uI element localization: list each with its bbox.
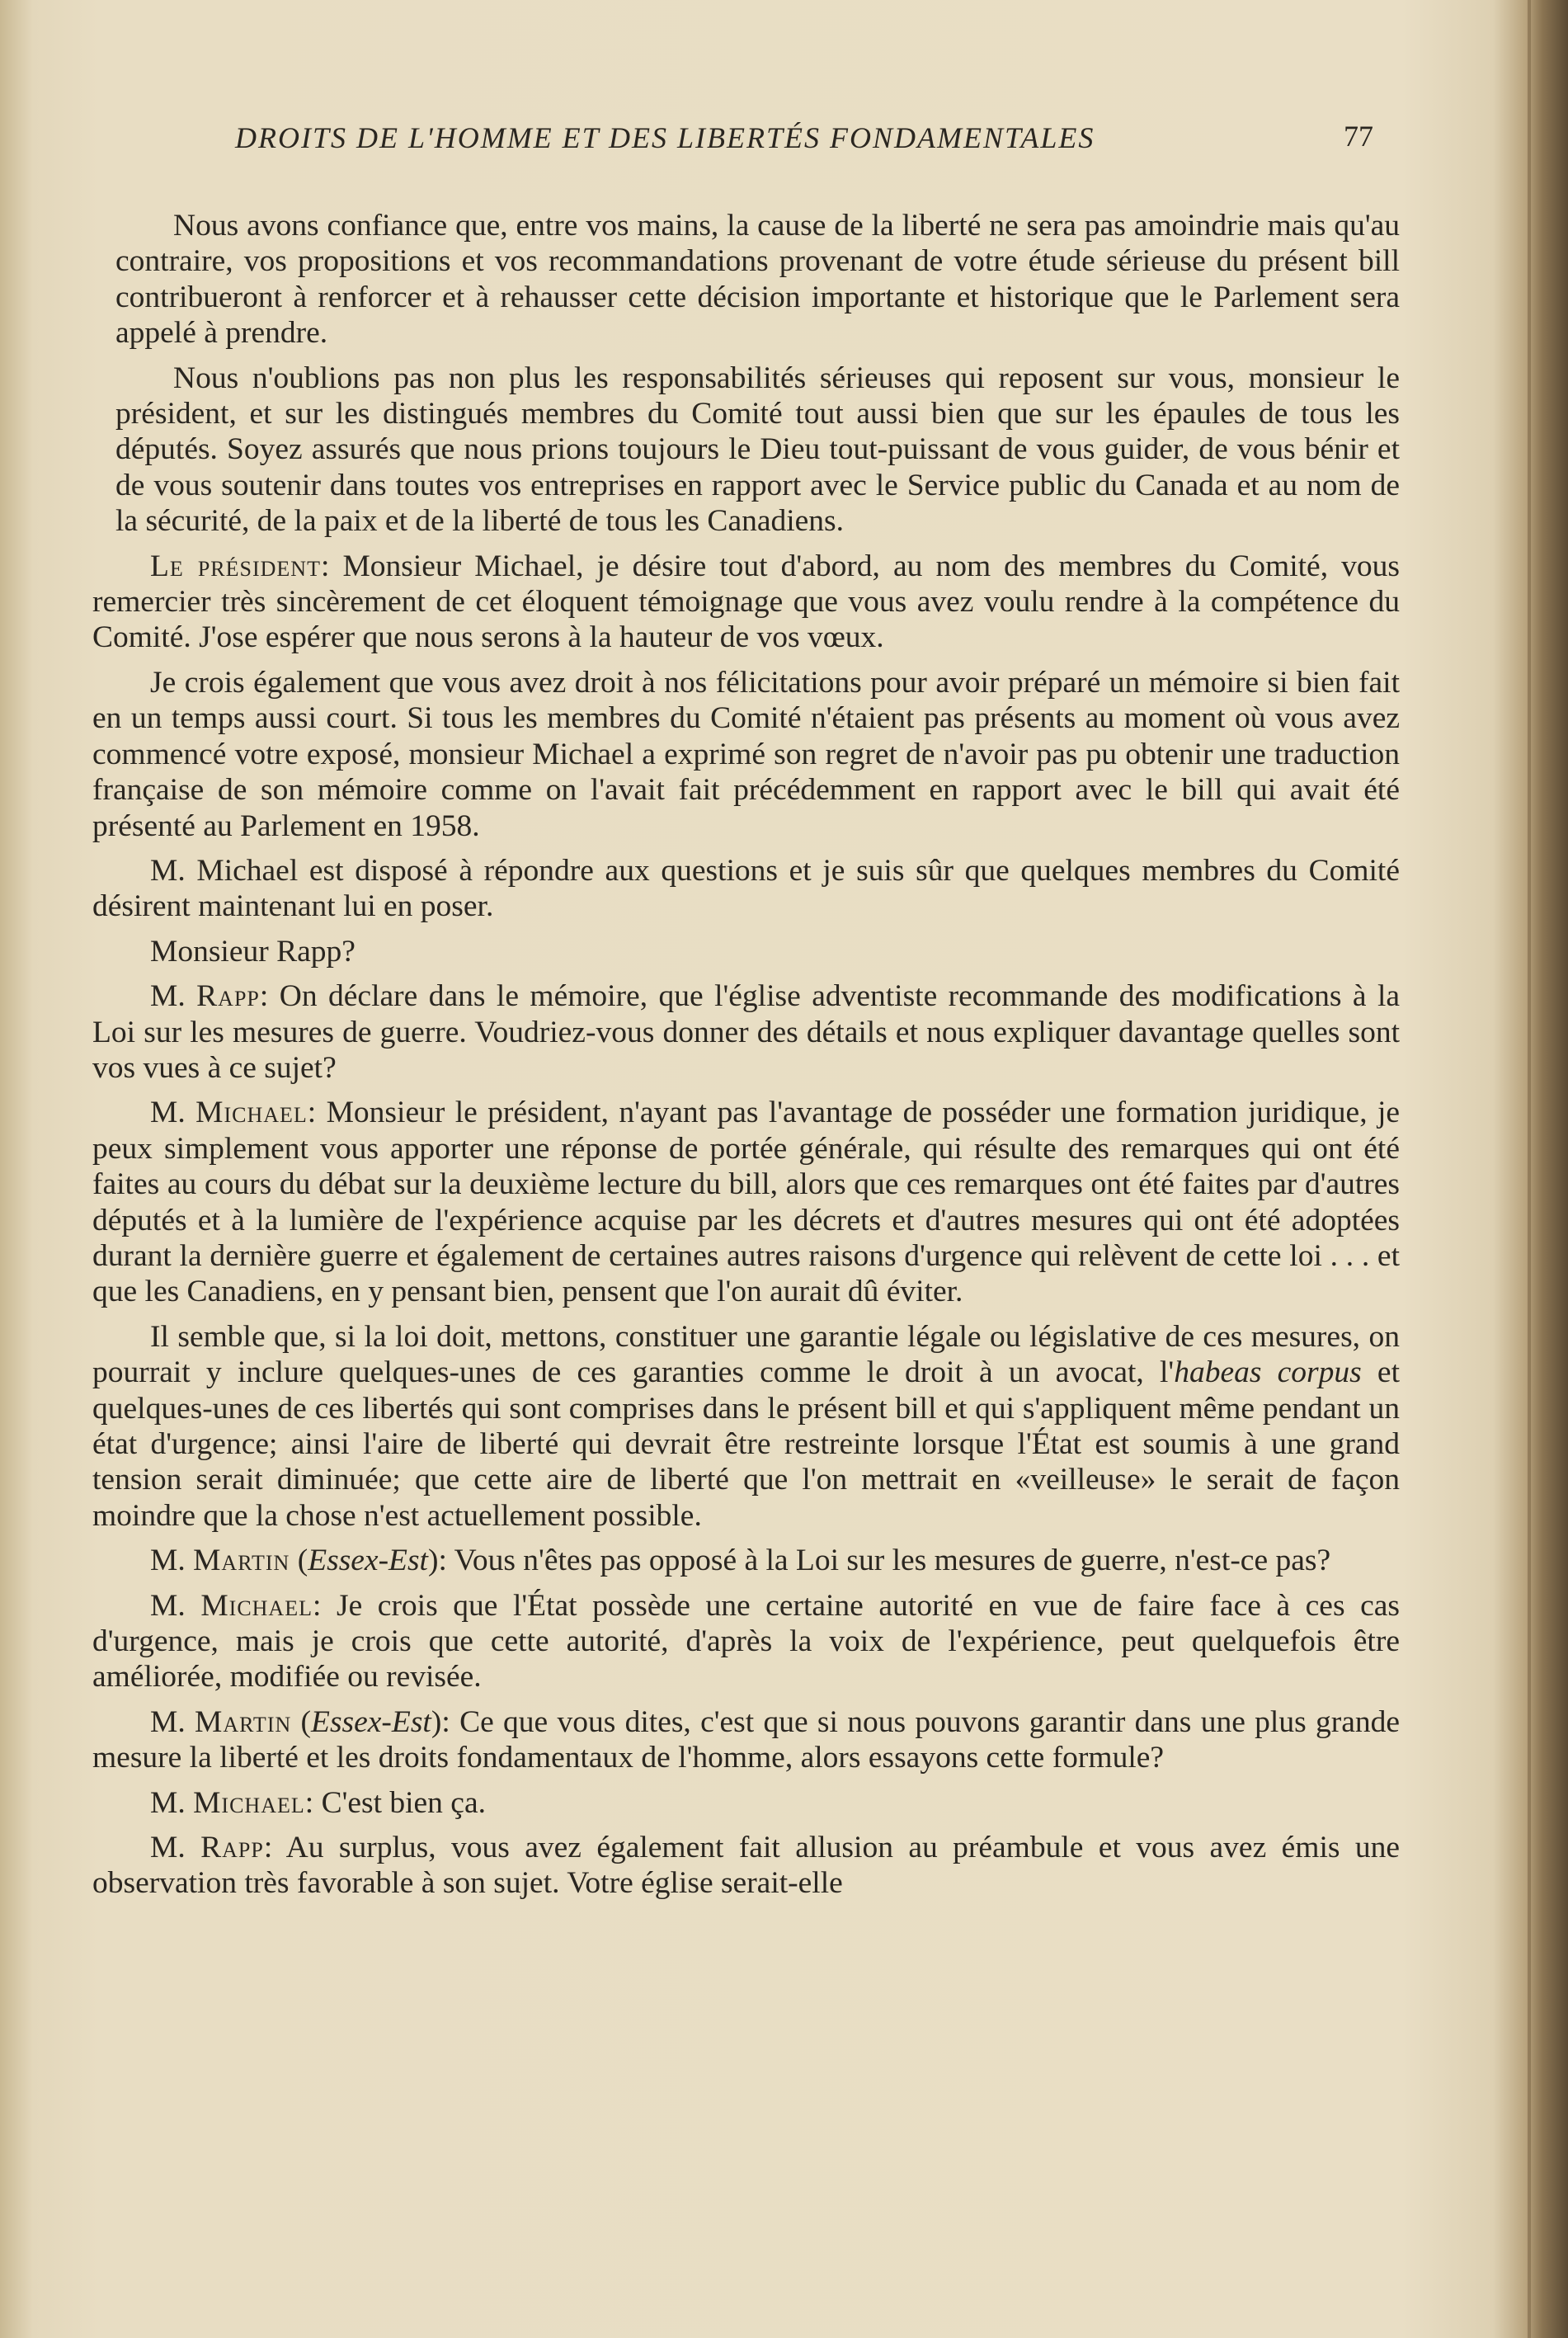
- speech-paragraph: M. Michael: Je crois que l'État possède une certaine autorité en vue de faire face à ces cas d'urgence, mais je crois que cette autorité, d'après la voix de l'expérience, peut quelquefois être améliorée, modifiée ou revisée.: [92, 1588, 1401, 1695]
- paragraph: Nous avons confiance que, entre vos mains, la cause de la liberté ne sera pas amoindrie mais qu'au contraire, vos propositions et vos recommandations provenant de votre étude sérieuse du présent bill contribueront à renforcer et à rehausser cette décision importante et historique que le Parlement sera appelé à prendre.: [115, 209, 1400, 351]
- speech-paragraph: Le président: Monsieur Michael, je désire tout d'abord, au nom des membres du Comité, vous remercier très sincèrement de cet éloquent témoignage que vous avez voulu rendre à la compétence du Comité. J'ose espérer que nous serons à la hauteur de vos vœux.: [92, 549, 1400, 655]
- speech-paragraph: M. Martin (Essex-Est): Vous n'êtes pas opposé à la Loi sur les mesures de guerre, n'est-ce pas?: [150, 1544, 1331, 1578]
- paragraph: M. Michael est disposé à répondre aux questions et je suis sûr que quelques membres du Comité désirent maintenant lui en poser.: [92, 853, 1400, 924]
- speaker-name: Martin: [193, 1544, 290, 1578]
- paragraph: Monsieur Rapp?: [150, 934, 356, 969]
- latin-term: habeas corpus: [1174, 1355, 1362, 1390]
- speaker-name: Michael: [195, 1096, 308, 1130]
- running-header: [235, 115, 1406, 165]
- page-edge-shadow: [1528, 0, 1531, 2338]
- riding-name: Essex-Est: [308, 1544, 428, 1578]
- speech-paragraph: M. Martin (Essex-Est): Ce que vous dites, c'est que si nous pouvons garantir dans une plus grande mesure la liberté et les droits fondamentaux de l'homme, alors essayons cette formule?: [92, 1704, 1400, 1775]
- paragraph: Il semble que, si la loi doit, mettons, constituer une garantie légale ou législative de ces mesures, on pourrait y inclure quelques-unes de ces garanties comme le droit à un avocat, l'habeas corpus et quelques-unes de ces libertés qui sont comprises dans le présent bill et qui s'appliquent même pendant un état d'urgence; ainsi l'aire de liberté qui devrait être restreinte lorsque l'État est soumis à une grand tension serait diminuée; que cette aire de liberté que l'on mettrait en «veilleuse» le serait de façon moindre que la chose n'est actuellement possible.: [92, 1319, 1400, 1533]
- speech-paragraph: M. Rapp: Au surplus, vous avez également fait allusion au préambule et vous avez émis une observation très favorable à son sujet. Votre église serait-elle: [92, 1831, 1401, 1901]
- speaker-name: Michael: [200, 1588, 313, 1623]
- speaker-name: Michael: [193, 1785, 305, 1820]
- speech-paragraph: M. Michael: C'est bien ça.: [150, 1785, 486, 1820]
- paragraph: Je crois également que vous avez droit à nos félicitations pour avoir préparé un mémoire si bien fait en un temps aussi court. Si tous les membres du Comité n'étaient pas présents au moment où vous avez commencé votre exposé, monsieur Michael a exprimé son regret de n'avoir pas pu obtenir une traduction française de son mémoire comme on l'avait fait précédemment en rapport avec le bill qui avait été présenté au Parlement en 1958.: [92, 665, 1400, 843]
- riding-name: Essex-Est: [311, 1704, 431, 1739]
- speaker-name: Rapp: [196, 979, 260, 1014]
- page-body: [92, 208, 1400, 1911]
- speech-paragraph: M. Michael: Monsieur le président, n'ayant pas l'avantage de posséder une formation juridique, je peux simplement vous apporter une réponse de portée générale, qui résulte des remarques qui ont été faites au cours du débat sur la deuxième lecture du bill, alors que ces remarques ont été faites par d'autres députés et à la lumière de l'expérience acquise par les décrets et d'autres mesures qui ont été adoptées durant la dernière guerre et également de certaines autres raisons d'urgence qui relèvent de cette loi . . . et que les Canadiens, en y pensant bien, pensent que l'on aurait dû éviter.: [92, 1096, 1401, 1309]
- speaker-name: Le président: [150, 549, 321, 583]
- speech-paragraph: M. Rapp: On déclare dans le mémoire, que l'église adventiste recommande des modifications à la Loi sur les mesures de guerre. Voudriez-vous donner des détails et nous expliquer davantage quelles sont vos vues à ce sujet?: [92, 979, 1401, 1085]
- speaker-name: Rapp: [200, 1831, 264, 1865]
- paragraph: Nous n'oublions pas non plus les responsabilités sérieuses qui reposent sur vous, monsieur le président, et sur les distingués membres du Comité tout aussi bien que sur les épaules de tous les députés. Soyez assurés que nous prions toujours le Dieu tout-puissant de vous guider, de vous bénir et de vous soutenir dans toutes vos entreprises en rapport avec le Service public du Canada et au nom de la sécurité, de la paix et de la liberté de tous les Canadiens.: [115, 361, 1400, 539]
- page-number: 77: [1344, 120, 1373, 153]
- running-title: DROITS DE L'HOMME ET DES LIBERTÉS FONDAMENTALES: [235, 121, 1095, 154]
- speaker-name: Martin: [195, 1704, 292, 1739]
